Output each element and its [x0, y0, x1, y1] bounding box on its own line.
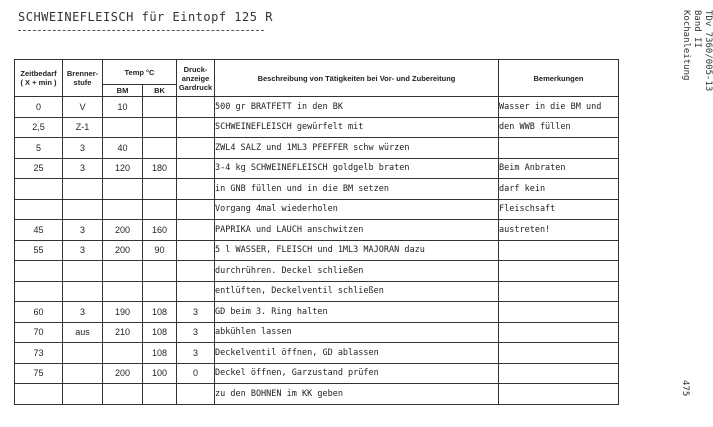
cell-desc: Deckel öffnen, Garzustand prüfen: [215, 363, 499, 384]
cell-desc: GD beim 3. Ring halten: [215, 302, 499, 323]
cell-bm: [103, 281, 143, 302]
cell-bk: [143, 138, 177, 159]
cell-desc: SCHWEINEFLEISCH gewürfelt mit: [215, 117, 499, 138]
cell-desc: 500 gr BRATFETT in den BK: [215, 97, 499, 118]
cell-stufe: [63, 199, 103, 220]
cell-bm: 10: [103, 97, 143, 118]
cell-zeit: [15, 199, 63, 220]
table-row: [15, 343, 619, 364]
cell-zeit: [15, 261, 63, 282]
cell-druck: [177, 220, 215, 241]
cell-rem: [499, 322, 619, 343]
table-row: [15, 138, 619, 159]
cell-desc: in GNB füllen und in die BM setzen: [215, 179, 499, 200]
cell-bm: 200: [103, 220, 143, 241]
page-number: 475: [680, 380, 690, 397]
table-row: [15, 179, 619, 200]
table-row: [15, 322, 619, 343]
cell-bm: [103, 343, 143, 364]
table-row: [15, 261, 619, 282]
cell-bm: 200: [103, 240, 143, 261]
cell-zeit: [15, 179, 63, 200]
cell-bk: [143, 117, 177, 138]
cell-stufe: [63, 281, 103, 302]
cell-druck: [177, 240, 215, 261]
cell-stufe: V: [63, 97, 103, 118]
cell-bk: [143, 199, 177, 220]
side-label: [680, 10, 713, 91]
cell-desc: Deckelventil öffnen, GD ablassen: [215, 343, 499, 364]
header-brenner-label: Brenner-: [66, 69, 99, 78]
cell-desc: abkühlen lassen: [215, 322, 499, 343]
cell-bk: [143, 97, 177, 118]
cell-stufe: 3: [63, 240, 103, 261]
cell-zeit: 5: [15, 138, 63, 159]
cell-bm: 200: [103, 363, 143, 384]
side-label-line: Band II: [692, 10, 702, 48]
cell-zeit: 25: [15, 158, 63, 179]
cell-druck: 3: [177, 322, 215, 343]
header-brennerstufe: [63, 60, 103, 97]
cell-stufe: Z-1: [63, 117, 103, 138]
table-row: [15, 199, 619, 220]
cell-rem: [499, 138, 619, 159]
cell-rem: [499, 343, 619, 364]
cell-druck: [177, 179, 215, 200]
table-row: [15, 281, 619, 302]
header-zeitbedarf-sub: ( X + min ): [20, 78, 57, 87]
cell-bm: [103, 199, 143, 220]
cell-desc: zu den BOHNEN im KK geben: [215, 384, 499, 405]
cell-bk: 100: [143, 363, 177, 384]
cell-stufe: 3: [63, 138, 103, 159]
header-zeitbedarf: [15, 60, 63, 97]
cell-rem: austreten!: [499, 220, 619, 241]
side-label-line: TDv 7360/005-13: [703, 10, 713, 92]
side-label-line: Kochanleitung: [681, 10, 691, 81]
header-temp: Temp °C: [103, 60, 177, 85]
cell-bm: [103, 117, 143, 138]
table-row: [15, 384, 619, 405]
cell-desc: ZWL4 SALZ und 1ML3 PFEFFER schw würzen: [215, 138, 499, 159]
cell-stufe: [63, 363, 103, 384]
cell-stufe: aus: [63, 322, 103, 343]
cell-desc: durchrühren. Deckel schließen: [215, 261, 499, 282]
cell-bm: 210: [103, 322, 143, 343]
cell-stufe: 3: [63, 220, 103, 241]
cell-zeit: 70: [15, 322, 63, 343]
cell-zeit: [15, 384, 63, 405]
table-row: [15, 220, 619, 241]
cell-stufe: [63, 179, 103, 200]
header-druck-line: anzeige: [181, 73, 210, 83]
cell-bm: 190: [103, 302, 143, 323]
header-druck-line: Gardruck: [178, 82, 213, 92]
cell-stufe: [63, 343, 103, 364]
cell-bk: 90: [143, 240, 177, 261]
cell-bm: 40: [103, 138, 143, 159]
cell-bk: 160: [143, 220, 177, 241]
cell-druck: 0: [177, 363, 215, 384]
cell-desc: PAPRIKA und LAUCH anschwitzen: [215, 220, 499, 241]
cell-rem: [499, 281, 619, 302]
cell-zeit: 75: [15, 363, 63, 384]
cell-bk: [143, 384, 177, 405]
cell-rem: Fleischsaft: [499, 199, 619, 220]
cell-rem: [499, 384, 619, 405]
header-druck-line: Druck-: [183, 64, 208, 74]
cell-bm: [103, 261, 143, 282]
header-zeitbedarf-label: Zeitbedarf: [20, 69, 57, 78]
title-underline: [18, 30, 264, 31]
cell-bk: [143, 179, 177, 200]
table-row: [15, 97, 619, 118]
cell-desc: Vorgang 4mal wiederholen: [215, 199, 499, 220]
cell-stufe: [63, 384, 103, 405]
cell-zeit: 45: [15, 220, 63, 241]
cell-bk: [143, 261, 177, 282]
header-brenner-sub: stufe: [73, 78, 92, 87]
cell-zeit: 73: [15, 343, 63, 364]
table-row: [15, 302, 619, 323]
table-row: [15, 117, 619, 138]
cell-rem: Wasser in die BM und: [499, 97, 619, 118]
cell-druck: [177, 97, 215, 118]
cell-desc: entlüften, Deckelventil schließen: [215, 281, 499, 302]
cell-bk: 108: [143, 343, 177, 364]
cell-stufe: [63, 261, 103, 282]
header-druckanzeige: [177, 60, 215, 97]
header-bemerkungen: Bemerkungen: [499, 60, 619, 97]
cell-desc: 3-4 kg SCHWEINEFLEISCH goldgelb braten: [215, 158, 499, 179]
cell-desc: 5 l WASSER, FLEISCH und 1ML3 MAJORAN dazu: [215, 240, 499, 261]
cell-bk: 108: [143, 302, 177, 323]
cell-druck: 3: [177, 343, 215, 364]
cell-stufe: 3: [63, 158, 103, 179]
cell-druck: [177, 199, 215, 220]
cell-druck: 3: [177, 302, 215, 323]
header-bm: BM: [103, 85, 143, 97]
cell-zeit: 60: [15, 302, 63, 323]
cell-druck: [177, 384, 215, 405]
cell-stufe: 3: [63, 302, 103, 323]
cell-rem: [499, 302, 619, 323]
cell-zeit: 0: [15, 97, 63, 118]
table-row: [15, 158, 619, 179]
cell-bm: 120: [103, 158, 143, 179]
cell-bk: [143, 281, 177, 302]
cell-druck: [177, 138, 215, 159]
header-bk: BK: [143, 85, 177, 97]
cell-zeit: 55: [15, 240, 63, 261]
cell-zeit: 2,5: [15, 117, 63, 138]
cell-rem: den WWB füllen: [499, 117, 619, 138]
document-title: SCHWEINEFLEISCH für Eintopf 125 R: [18, 10, 273, 24]
cell-zeit: [15, 281, 63, 302]
cell-rem: Beim Anbraten: [499, 158, 619, 179]
cell-druck: [177, 117, 215, 138]
cell-rem: [499, 240, 619, 261]
cell-bm: [103, 179, 143, 200]
recipe-table: [14, 59, 619, 405]
cell-druck: [177, 158, 215, 179]
cell-bk: 108: [143, 322, 177, 343]
cell-rem: [499, 261, 619, 282]
cell-druck: [177, 281, 215, 302]
cell-rem: darf kein: [499, 179, 619, 200]
table-row: [15, 363, 619, 384]
cell-bm: [103, 384, 143, 405]
cell-bk: 180: [143, 158, 177, 179]
cell-rem: [499, 363, 619, 384]
table-row: [15, 240, 619, 261]
header-beschreibung: Beschreibung von Tätigkeiten bei Vor- und Zubereitung: [215, 60, 499, 97]
cell-druck: [177, 261, 215, 282]
